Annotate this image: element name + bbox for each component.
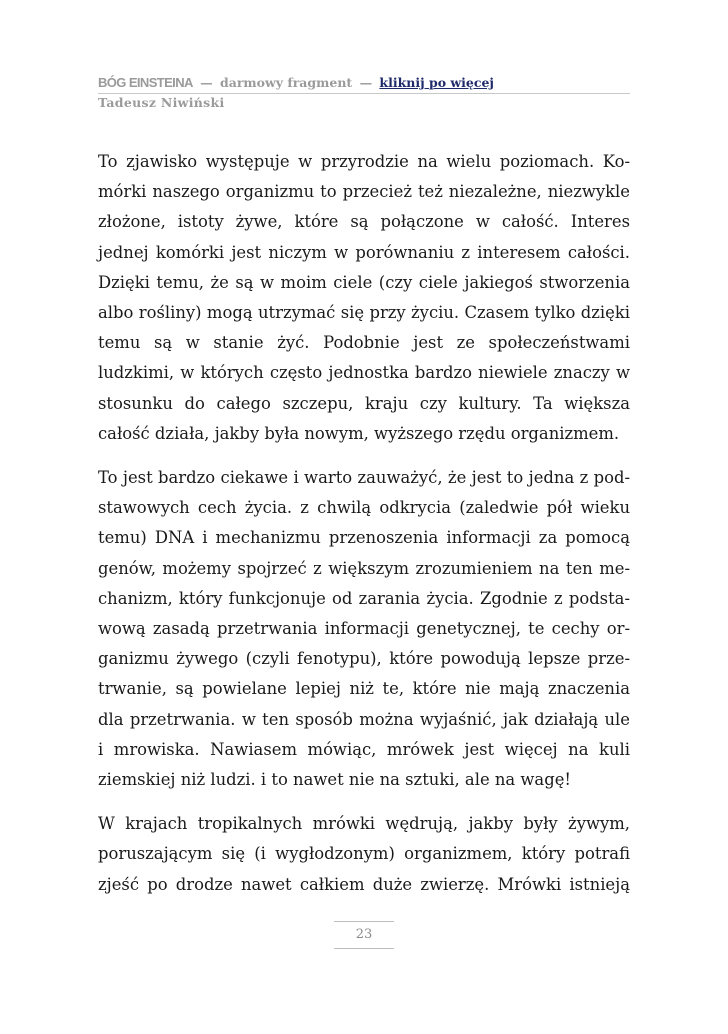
header-subtitle: darmowy fragment [219,75,353,90]
body-text [98,147,630,914]
paragraph: To zjawisko występuje w przyrodzie na wielu poziomach. Komórki naszego organizmu to przecież też niezależne, niezwykle złożone, istoty żywe, które są połączone w całość. Interes jednej komórki jest niczym w porównaniu z interesem całości. Dzięki temu, że są w moim ciele (czy ciele jakiegoś stworzenia albo rośliny) mogą utrzymać się przy życiu. Czasem tylko dzięki temu są w stanie żyć. Podobnie jest ze społeczeństwami ludzkimi, w których często jednostka bardzo niewiele znaczy w stosunku do całego szczepu, kraju czy kultury. Ta większa całość działa, jakby była nowym, wyższego rzędu organizmem. [98,152,630,443]
header-separator: — [200,75,213,90]
book-title: BÓG EINSTEINA [98,75,193,90]
header-title-line [98,74,630,94]
author-name: Tadeusz Niwiński [98,95,225,110]
read-more-link[interactable]: kliknij po więcej [379,75,494,90]
page-header [98,74,630,112]
paragraph: To jest bardzo ciekawe i warto zauważyć, że jest to jedna z podstawowych cech życia. z chwilą odkrycia (zaledwie pół wieku temu) DNA i mechanizmu przenoszenia informacji za pomocą genów, możemy spojrzeć z większym zrozumieniem na ten mechanizm, który funkcjonuje od zarania życia. Zgodnie z podstawową zasadą przetrwania informacji genetycznej, te cechy organizmu żywego (czyli fenotypu), które powodują lepsze przetrwanie, są powielane lepiej niż te, które nie mają znaczenia dla przetrwania. w ten sposób można wyjaśnić, jak działają ule i mrowiska. Nawiasem mówiąc, mrówek jest więcej na kuli ziemskiej niż ludzi. i to nawet nie na sztuki, ale na wagę! [98,468,630,790]
page-number: 23 [334,921,394,949]
header-separator-2: — [359,75,373,90]
paragraph: W krajach tropikalnych mrówki wędrują, jakby były żywym, poruszającym się (i wygłodzonym) organizmem, który potrafi zjeść po drodze nawet całkiem duże zwierzę. Mrówki istnieją [98,814,630,894]
